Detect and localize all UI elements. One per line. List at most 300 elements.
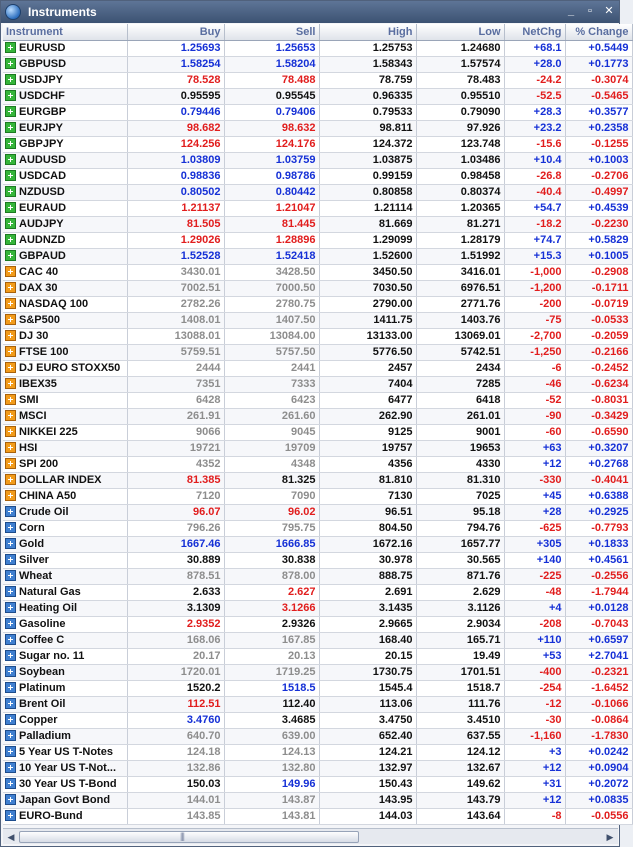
- table-row[interactable]: [3, 200, 632, 216]
- netchg-cell: +140: [504, 552, 565, 568]
- table-row[interactable]: [3, 392, 632, 408]
- instrument-cell[interactable]: [3, 264, 127, 280]
- instrument-cell[interactable]: [3, 680, 127, 696]
- index-expand-icon[interactable]: [5, 266, 16, 277]
- buy-cell[interactable]: 1.03809: [127, 152, 224, 168]
- instrument-cell[interactable]: [3, 120, 127, 136]
- sell-cell[interactable]: 7000.50: [224, 280, 319, 296]
- instrument-cell[interactable]: [3, 296, 127, 312]
- buy-cell[interactable]: 1720.01: [127, 664, 224, 680]
- sell-cell[interactable]: 2.627: [224, 584, 319, 600]
- table-row[interactable]: [3, 376, 632, 392]
- restore-button[interactable]: ▫: [588, 5, 592, 17]
- instrument-cell[interactable]: [3, 216, 127, 232]
- table-row[interactable]: [3, 760, 632, 776]
- sell-cell[interactable]: 1.58204: [224, 56, 319, 72]
- buy-cell[interactable]: 1520.2: [127, 680, 224, 696]
- instrument-cell[interactable]: [3, 152, 127, 168]
- instrument-name: 30 Year US T-Bond: [19, 778, 117, 790]
- instrument-cell[interactable]: [3, 328, 127, 344]
- sell-cell[interactable]: 1.52418: [224, 248, 319, 264]
- buy-cell[interactable]: 1.29026: [127, 232, 224, 248]
- instrument-name: SMI: [19, 394, 39, 406]
- table-row[interactable]: [3, 104, 632, 120]
- sell-cell[interactable]: 98.632: [224, 120, 319, 136]
- commodity-expand-icon[interactable]: [5, 746, 16, 757]
- column-header-pct-change[interactable]: % Change: [565, 24, 632, 40]
- buy-cell[interactable]: 124.18: [127, 744, 224, 760]
- commodity-expand-icon[interactable]: [5, 522, 16, 533]
- low-cell: 2.9034: [416, 616, 504, 632]
- commodity-expand-icon[interactable]: [5, 506, 16, 517]
- sell-cell[interactable]: 167.85: [224, 632, 319, 648]
- instrument-cell[interactable]: [3, 792, 127, 808]
- buy-cell[interactable]: 7002.51: [127, 280, 224, 296]
- buy-cell[interactable]: 796.26: [127, 520, 224, 536]
- low-cell: 81.271: [416, 216, 504, 232]
- index-expand-icon[interactable]: [5, 458, 16, 469]
- index-expand-icon[interactable]: [5, 378, 16, 389]
- commodity-expand-icon[interactable]: [5, 810, 16, 821]
- instrument-name: AUDJPY: [19, 218, 64, 230]
- table-row[interactable]: [3, 776, 632, 792]
- high-cell: 1.03875: [319, 152, 416, 168]
- buy-cell[interactable]: 19721: [127, 440, 224, 456]
- table-row[interactable]: [3, 472, 632, 488]
- buy-cell[interactable]: 6428: [127, 392, 224, 408]
- high-cell: 262.90: [319, 408, 416, 424]
- index-expand-icon[interactable]: [5, 410, 16, 421]
- commodity-expand-icon[interactable]: [5, 714, 16, 725]
- minimize-button[interactable]: _: [567, 5, 575, 17]
- buy-cell[interactable]: 150.03: [127, 776, 224, 792]
- instrument-cell[interactable]: [3, 504, 127, 520]
- buy-cell[interactable]: 1.52528: [127, 248, 224, 264]
- column-header-sell[interactable]: Sell: [224, 24, 319, 40]
- sell-cell[interactable]: 149.96: [224, 776, 319, 792]
- table-row[interactable]: [3, 152, 632, 168]
- buy-cell[interactable]: 30.889: [127, 552, 224, 568]
- high-cell: 13133.00: [319, 328, 416, 344]
- scroll-right-arrow-icon[interactable]: ▶: [606, 832, 614, 842]
- table-row[interactable]: [3, 552, 632, 568]
- buy-cell[interactable]: 7120: [127, 488, 224, 504]
- sell-cell[interactable]: 124.13: [224, 744, 319, 760]
- instrument-cell[interactable]: [3, 744, 127, 760]
- table-row[interactable]: [3, 56, 632, 72]
- instrument-cell[interactable]: [3, 424, 127, 440]
- sell-cell[interactable]: 1.25653: [224, 40, 319, 56]
- pct-cell: -0.0556: [565, 808, 632, 824]
- buy-cell[interactable]: 640.70: [127, 728, 224, 744]
- table-row[interactable]: [3, 696, 632, 712]
- buy-cell[interactable]: 132.86: [127, 760, 224, 776]
- currency-expand-icon[interactable]: [5, 202, 16, 213]
- column-header-netchg[interactable]: NetChg: [504, 24, 565, 40]
- table-row[interactable]: [3, 296, 632, 312]
- pct-cell: -0.2908: [565, 264, 632, 280]
- instrument-cell[interactable]: [3, 72, 127, 88]
- instrument-cell[interactable]: [3, 440, 127, 456]
- table-row[interactable]: [3, 280, 632, 296]
- buy-cell[interactable]: 1408.01: [127, 312, 224, 328]
- buy-cell[interactable]: 0.80502: [127, 184, 224, 200]
- table-row[interactable]: [3, 248, 632, 264]
- sell-cell[interactable]: 5757.50: [224, 344, 319, 360]
- index-expand-icon[interactable]: [5, 362, 16, 373]
- sell-cell[interactable]: 0.79406: [224, 104, 319, 120]
- high-cell: 1672.16: [319, 536, 416, 552]
- commodity-expand-icon[interactable]: [5, 602, 16, 613]
- column-header-buy[interactable]: Buy: [127, 24, 224, 40]
- sell-cell[interactable]: 6423: [224, 392, 319, 408]
- commodity-expand-icon[interactable]: [5, 650, 16, 661]
- close-button[interactable]: ✕: [604, 5, 614, 17]
- instrument-cell[interactable]: [3, 664, 127, 680]
- instrument-cell[interactable]: [3, 376, 127, 392]
- sell-cell[interactable]: 7333: [224, 376, 319, 392]
- table-row[interactable]: [3, 216, 632, 232]
- instrument-name: DJ 30: [19, 330, 49, 342]
- column-header-high[interactable]: High: [319, 24, 416, 40]
- instrument-cell[interactable]: [3, 488, 127, 504]
- table-row[interactable]: [3, 504, 632, 520]
- buy-cell[interactable]: 4352: [127, 456, 224, 472]
- instrument-cell[interactable]: [3, 760, 127, 776]
- currency-expand-icon[interactable]: [5, 74, 16, 85]
- table-row[interactable]: [3, 808, 632, 824]
- commodity-expand-icon[interactable]: [5, 554, 16, 565]
- scrollbar-thumb[interactable]: [19, 831, 359, 843]
- instrument-cell[interactable]: [3, 632, 127, 648]
- netchg-cell: +23.2: [504, 120, 565, 136]
- commodity-expand-icon[interactable]: [5, 682, 16, 693]
- table-row[interactable]: [3, 184, 632, 200]
- table-row[interactable]: [3, 360, 632, 376]
- instrument-cell[interactable]: [3, 200, 127, 216]
- instrument-cell[interactable]: [3, 520, 127, 536]
- buy-cell[interactable]: 98.682: [127, 120, 224, 136]
- buy-cell[interactable]: 1.21137: [127, 200, 224, 216]
- instrument-cell[interactable]: [3, 568, 127, 584]
- commodity-expand-icon[interactable]: [5, 730, 16, 741]
- sell-cell[interactable]: 143.87: [224, 792, 319, 808]
- instrument-name: S&P500: [19, 314, 60, 326]
- commodity-expand-icon[interactable]: [5, 762, 16, 773]
- buy-cell[interactable]: 261.91: [127, 408, 224, 424]
- instrument-cell[interactable]: [3, 280, 127, 296]
- currency-expand-icon[interactable]: [5, 154, 16, 165]
- table-row[interactable]: [3, 344, 632, 360]
- currency-expand-icon[interactable]: [5, 170, 16, 181]
- buy-cell[interactable]: 13088.01: [127, 328, 224, 344]
- sell-cell[interactable]: 81.325: [224, 472, 319, 488]
- index-expand-icon[interactable]: [5, 298, 16, 309]
- sell-cell[interactable]: 1.21047: [224, 200, 319, 216]
- sell-cell[interactable]: 639.00: [224, 728, 319, 744]
- index-expand-icon[interactable]: [5, 330, 16, 341]
- sell-cell[interactable]: 1666.85: [224, 536, 319, 552]
- table-row[interactable]: [3, 632, 632, 648]
- sell-cell[interactable]: 2780.75: [224, 296, 319, 312]
- sell-cell[interactable]: 81.445: [224, 216, 319, 232]
- low-cell: 95.18: [416, 504, 504, 520]
- table-row[interactable]: [3, 232, 632, 248]
- sell-cell[interactable]: 2.9326: [224, 616, 319, 632]
- sell-cell[interactable]: 261.60: [224, 408, 319, 424]
- instrument-cell[interactable]: [3, 392, 127, 408]
- buy-cell[interactable]: 20.17: [127, 648, 224, 664]
- instrument-cell[interactable]: [3, 312, 127, 328]
- instrument-cell[interactable]: [3, 168, 127, 184]
- index-expand-icon[interactable]: [5, 282, 16, 293]
- instrument-cell[interactable]: [3, 712, 127, 728]
- currency-expand-icon[interactable]: [5, 186, 16, 197]
- table-row[interactable]: [3, 616, 632, 632]
- table-row[interactable]: [3, 264, 632, 280]
- pct-cell: +0.1833: [565, 536, 632, 552]
- instrument-cell[interactable]: [3, 360, 127, 376]
- index-expand-icon[interactable]: [5, 426, 16, 437]
- low-cell: 7285: [416, 376, 504, 392]
- sell-cell[interactable]: 96.02: [224, 504, 319, 520]
- buy-cell[interactable]: 2.633: [127, 584, 224, 600]
- sell-cell[interactable]: 1518.5: [224, 680, 319, 696]
- sell-cell[interactable]: 2441: [224, 360, 319, 376]
- pct-cell: +0.3577: [565, 104, 632, 120]
- instrument-cell[interactable]: [3, 104, 127, 120]
- currency-expand-icon[interactable]: [5, 122, 16, 133]
- sell-cell[interactable]: 795.75: [224, 520, 319, 536]
- instrument-cell[interactable]: [3, 232, 127, 248]
- currency-expand-icon[interactable]: [5, 90, 16, 101]
- instrument-cell[interactable]: [3, 136, 127, 152]
- table-row[interactable]: [3, 72, 632, 88]
- sell-cell[interactable]: 3.1266: [224, 600, 319, 616]
- instrument-name: Brent Oil: [19, 698, 66, 710]
- table-row[interactable]: [3, 680, 632, 696]
- sell-cell[interactable]: 1407.50: [224, 312, 319, 328]
- commodity-expand-icon[interactable]: [5, 666, 16, 677]
- instrument-cell[interactable]: [3, 88, 127, 104]
- pct-cell: -0.6590: [565, 424, 632, 440]
- instrument-cell[interactable]: [3, 696, 127, 712]
- table-row[interactable]: [3, 168, 632, 184]
- sell-cell[interactable]: 124.176: [224, 136, 319, 152]
- high-cell: 96.51: [319, 504, 416, 520]
- instrument-cell[interactable]: [3, 616, 127, 632]
- index-expand-icon[interactable]: [5, 442, 16, 453]
- instrument-name: EURUSD: [19, 42, 66, 54]
- buy-cell[interactable]: 1.25693: [127, 40, 224, 56]
- sell-cell[interactable]: 19709: [224, 440, 319, 456]
- sell-cell[interactable]: 4348: [224, 456, 319, 472]
- index-expand-icon[interactable]: [5, 394, 16, 405]
- currency-expand-icon[interactable]: [5, 138, 16, 149]
- instrument-cell[interactable]: [3, 40, 127, 56]
- commodity-expand-icon[interactable]: [5, 586, 16, 597]
- sell-cell[interactable]: 20.13: [224, 648, 319, 664]
- low-cell: 6418: [416, 392, 504, 408]
- buy-cell[interactable]: 96.07: [127, 504, 224, 520]
- netchg-cell: -26.8: [504, 168, 565, 184]
- buy-cell[interactable]: 124.256: [127, 136, 224, 152]
- currency-expand-icon[interactable]: [5, 234, 16, 245]
- netchg-cell: +53: [504, 648, 565, 664]
- buy-cell[interactable]: 3.1309: [127, 600, 224, 616]
- currency-expand-icon[interactable]: [5, 218, 16, 229]
- buy-cell[interactable]: 144.01: [127, 792, 224, 808]
- instrument-cell[interactable]: [3, 456, 127, 472]
- instrument-cell[interactable]: [3, 552, 127, 568]
- table-row[interactable]: [3, 568, 632, 584]
- low-cell: 261.01: [416, 408, 504, 424]
- pct-cell: -1.6452: [565, 680, 632, 696]
- table-row[interactable]: [3, 744, 632, 760]
- instrument-cell[interactable]: [3, 248, 127, 264]
- title-bar[interactable]: [1, 1, 619, 23]
- table-row[interactable]: [3, 712, 632, 728]
- buy-cell[interactable]: 168.06: [127, 632, 224, 648]
- buy-cell[interactable]: 0.98836: [127, 168, 224, 184]
- buy-cell[interactable]: 1667.46: [127, 536, 224, 552]
- sell-cell[interactable]: 78.488: [224, 72, 319, 88]
- table-row[interactable]: [3, 792, 632, 808]
- buy-cell[interactable]: 0.79446: [127, 104, 224, 120]
- sell-cell[interactable]: 878.00: [224, 568, 319, 584]
- buy-cell[interactable]: 7351: [127, 376, 224, 392]
- scroll-left-arrow-icon[interactable]: ◀: [7, 832, 15, 842]
- sell-cell[interactable]: 112.40: [224, 696, 319, 712]
- instrument-cell[interactable]: [3, 56, 127, 72]
- buy-cell[interactable]: 878.51: [127, 568, 224, 584]
- table-row[interactable]: [3, 424, 632, 440]
- commodity-expand-icon[interactable]: [5, 618, 16, 629]
- table-row[interactable]: [3, 664, 632, 680]
- pct-cell: -0.2321: [565, 664, 632, 680]
- buy-cell[interactable]: 1.58254: [127, 56, 224, 72]
- buy-cell[interactable]: 112.51: [127, 696, 224, 712]
- buy-cell[interactable]: 81.505: [127, 216, 224, 232]
- buy-cell[interactable]: 3.4760: [127, 712, 224, 728]
- instrument-cell[interactable]: [3, 184, 127, 200]
- currency-expand-icon[interactable]: [5, 250, 16, 261]
- sell-cell[interactable]: 1.03759: [224, 152, 319, 168]
- buy-cell[interactable]: 0.95595: [127, 88, 224, 104]
- pct-cell: +0.3207: [565, 440, 632, 456]
- sell-cell[interactable]: 7090: [224, 488, 319, 504]
- instrument-cell[interactable]: [3, 808, 127, 824]
- sell-cell[interactable]: 1719.25: [224, 664, 319, 680]
- instrument-cell[interactable]: [3, 344, 127, 360]
- commodity-expand-icon[interactable]: [5, 778, 16, 789]
- instrument-cell[interactable]: [3, 584, 127, 600]
- sell-cell[interactable]: 3.4685: [224, 712, 319, 728]
- low-cell: 2434: [416, 360, 504, 376]
- currency-expand-icon[interactable]: [5, 42, 16, 53]
- table-row[interactable]: [3, 120, 632, 136]
- sell-cell[interactable]: 3428.50: [224, 264, 319, 280]
- pct-cell: +0.6597: [565, 632, 632, 648]
- table-row[interactable]: [3, 520, 632, 536]
- sell-cell[interactable]: 13084.00: [224, 328, 319, 344]
- index-expand-icon[interactable]: [5, 346, 16, 357]
- sell-cell[interactable]: 143.81: [224, 808, 319, 824]
- buy-cell[interactable]: 143.85: [127, 808, 224, 824]
- currency-expand-icon[interactable]: [5, 106, 16, 117]
- table-row[interactable]: [3, 328, 632, 344]
- high-cell: 5776.50: [319, 344, 416, 360]
- table-row[interactable]: [3, 312, 632, 328]
- table-row[interactable]: [3, 456, 632, 472]
- sell-cell[interactable]: 0.98786: [224, 168, 319, 184]
- instrument-cell[interactable]: [3, 776, 127, 792]
- instrument-cell[interactable]: [3, 536, 127, 552]
- table-row[interactable]: [3, 88, 632, 104]
- buy-cell[interactable]: 2444: [127, 360, 224, 376]
- table-row[interactable]: [3, 408, 632, 424]
- instrument-name: Sugar no. 11: [19, 650, 85, 662]
- table-row[interactable]: [3, 584, 632, 600]
- sell-cell[interactable]: 1.28896: [224, 232, 319, 248]
- commodity-expand-icon[interactable]: [5, 634, 16, 645]
- buy-cell[interactable]: 81.385: [127, 472, 224, 488]
- index-expand-icon[interactable]: [5, 314, 16, 325]
- low-cell: 81.310: [416, 472, 504, 488]
- buy-cell[interactable]: 2.9352: [127, 616, 224, 632]
- buy-cell[interactable]: 78.528: [127, 72, 224, 88]
- table-row[interactable]: [3, 648, 632, 664]
- sell-cell[interactable]: 0.80442: [224, 184, 319, 200]
- buy-cell[interactable]: 3430.01: [127, 264, 224, 280]
- table-row[interactable]: [3, 136, 632, 152]
- table-row[interactable]: [3, 600, 632, 616]
- commodity-expand-icon[interactable]: [5, 570, 16, 581]
- instrument-cell[interactable]: [3, 648, 127, 664]
- sell-cell[interactable]: 0.95545: [224, 88, 319, 104]
- netchg-cell: -40.4: [504, 184, 565, 200]
- table-row[interactable]: [3, 440, 632, 456]
- sell-cell[interactable]: 30.838: [224, 552, 319, 568]
- low-cell: 9001: [416, 424, 504, 440]
- column-header-low[interactable]: Low: [416, 24, 504, 40]
- column-header-instrument[interactable]: Instrument: [3, 24, 127, 40]
- index-expand-icon[interactable]: [5, 474, 16, 485]
- commodity-expand-icon[interactable]: [5, 794, 16, 805]
- buy-cell[interactable]: 9066: [127, 424, 224, 440]
- low-cell: 1.20365: [416, 200, 504, 216]
- commodity-expand-icon[interactable]: [5, 698, 16, 709]
- buy-cell[interactable]: 2782.26: [127, 296, 224, 312]
- instrument-name: Soybean: [19, 666, 65, 678]
- index-expand-icon[interactable]: [5, 490, 16, 501]
- instrument-cell[interactable]: [3, 408, 127, 424]
- instrument-cell[interactable]: [3, 728, 127, 744]
- table-row[interactable]: [3, 40, 632, 56]
- table-row[interactable]: [3, 728, 632, 744]
- commodity-expand-icon[interactable]: [5, 538, 16, 549]
- table-row[interactable]: [3, 536, 632, 552]
- sell-cell[interactable]: 132.80: [224, 760, 319, 776]
- buy-cell[interactable]: 5759.51: [127, 344, 224, 360]
- sell-cell[interactable]: 9045: [224, 424, 319, 440]
- horizontal-scrollbar[interactable]: [3, 828, 618, 844]
- instrument-cell[interactable]: [3, 472, 127, 488]
- instrument-cell[interactable]: [3, 600, 127, 616]
- table-row[interactable]: [3, 488, 632, 504]
- netchg-cell: +74.7: [504, 232, 565, 248]
- currency-expand-icon[interactable]: [5, 58, 16, 69]
